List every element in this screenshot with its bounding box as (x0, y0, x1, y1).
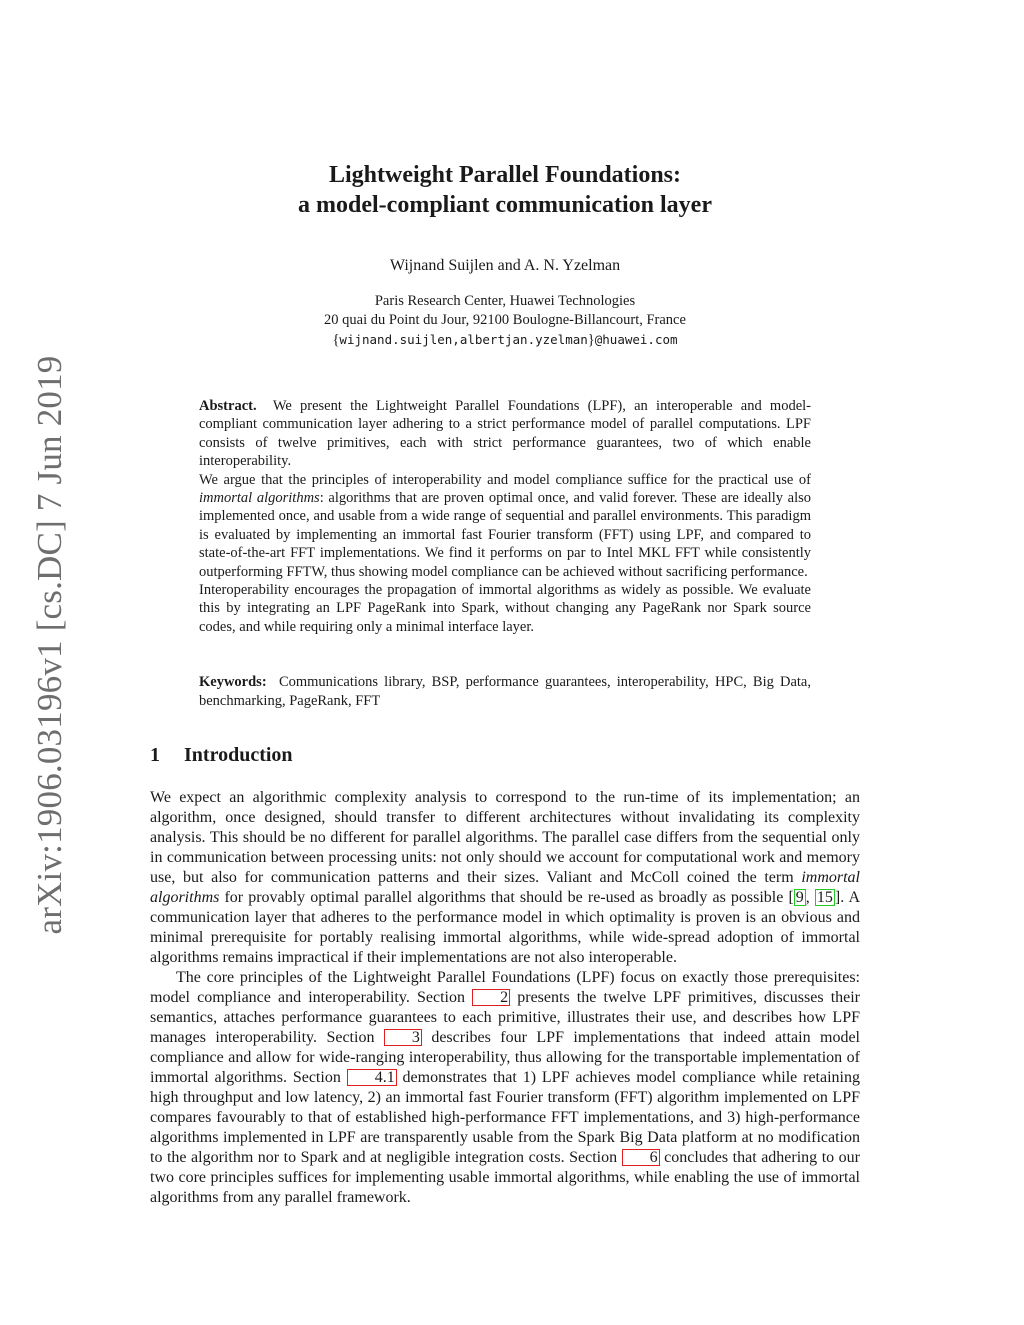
arxiv-stamp (10, 355, 90, 935)
email-line (150, 330, 860, 350)
email-brace-open: { (332, 332, 340, 348)
intro-paragraph-1 (150, 788, 860, 968)
intro-p2-text-e: concludes that adhering to our two core principles suffices for implementing usable immortal algorithms, while enabling the use of immortal algorithms from any parallel framework. (150, 1149, 860, 1206)
abstract-label: Abstract. (199, 398, 257, 414)
citation-separator: , (805, 889, 815, 906)
title-line-2: a model-compliant communication layer (298, 192, 712, 218)
intro-p2-text-a: The core principles of the Lightweight Parallel Foundations (LPF) focus on exactly those prerequisites: model compliance and interoperability. Section (150, 969, 860, 1006)
intro-p1-text-a: We expect an algorithmic complexity analysis to correspond to the run-time of its implementation; an algorithm, once designed, should transfer to different architectures without invalidating its complexity analysis. This should be no different for parallel algorithms. The parallel case differs from the sequential only in communication between processing units: not only should we account for computational work and memory use, but also for communication patterns and their sizes. Valiant and McColl coined the term (150, 789, 860, 886)
intro-p2-text-d: demonstrates that 1) LPF achieves model compliance while retaining high throughput and low latency, 2) an immortal fast Fourier transform (FFT) algorithm implemented on LPF compares favourably to that of established high-performance FFT implementations, and 3) high-performance algorithms implemented in LPF are transparently usable from the Spark Big Data platform at no modification to the algorithm nor to Spark and at negligible integration costs. Section (150, 1069, 860, 1166)
authors: Wijnand Suijlen and A. N. Yzelman (389, 257, 621, 274)
abstract-p2-text-a: We argue that the principles of interoperability and model compliance suffice for the practical use of (199, 471, 811, 488)
citation-link[interactable]: 15 (816, 889, 833, 906)
affiliation-line-2: 20 quai du Point du Jour, 92100 Boulogne-Billancourt, France (324, 312, 686, 328)
abstract-p1-text: We present the Lightweight Parallel Foundations (LPF), an interoperable and model-compliant communication layer adhering to a strict performance model of parallel computations. LPF consists of twelve primitives, each with strict performance guarantees, two of which enable interoperability. (199, 398, 812, 470)
keywords-text: Communications library, BSP, performance guarantees, interoperability, HPC, Big Data, benchmarking, PageRank, FFT (199, 674, 811, 709)
keywords-label: Keywords: (199, 674, 267, 690)
introduction-body (150, 788, 860, 1208)
keywords (199, 673, 811, 711)
paper-title (150, 160, 860, 220)
intro-p1-text-c: ]. A communication layer that adheres to the performance model in which optimality is proven is an obvious and minimal prerequisite for portably realising immortal algorithms, while wide-spread adoption of immortal algorithms remains impractical if their implementations are not also interoperable. (150, 889, 861, 966)
abstract-paragraph-2 (199, 471, 811, 581)
section-link[interactable]: 6 (622, 1149, 660, 1166)
intro-p2-text-c: describes four LPF implementations that indeed attain model compliance and allow for wide-ranging interoperability, thus allowing for the transportable implementation of immortal algorithms. Section (150, 1029, 861, 1086)
abstract (199, 397, 811, 636)
affiliation-line-1: Paris Research Center, Huawei Technologies (374, 293, 636, 309)
intro-p2-text-b: presents the twelve LPF primitives, discusses their semantics, attaches performance guarantees to each primitive, illustrates their use, and describes how LPF manages interoperability. Section (150, 989, 861, 1046)
abstract-paragraph-1 (199, 397, 811, 471)
email-names: wijnand.suijlen,albertjan.yzelman (339, 332, 588, 347)
citation-link[interactable]: 9 (795, 889, 804, 906)
section-number: 1 (150, 744, 160, 766)
section-link[interactable]: 2 (472, 989, 510, 1006)
abstract-p2-emphasis: immortal algorithms (199, 490, 320, 507)
email-domain: @huawei.com (594, 332, 678, 347)
arxiv-stamp-text: arXiv:1906.03196v1 [cs.DC] 7 Jun 2019 (30, 355, 69, 935)
intro-p1-text-b: for provably optimal parallel algorithms that should be re-used as broadly as possible [ (219, 889, 794, 906)
abstract-p2-text-b: : algorithms that are proven optimal once, and valid forever. These are ideally also implemented once, and usable from a wide range of sequential and parallel environments. This paradigm is evaluated by implementing an immortal fast Fourier transform (FFT) using LPF, and compared to state-of-the-art FFT implementations. We find it performs on par to Intel MKL FFT while consistently outperforming FFTW, thus showing model compliance can be achieved without sacrificing performance. (199, 490, 812, 580)
intro-paragraph-2 (150, 968, 860, 1208)
intro-p1-emphasis: immortal algorithms (150, 869, 860, 906)
section-link[interactable]: 3 (384, 1029, 422, 1046)
title-line-1: Lightweight Parallel Foundations: (328, 162, 682, 188)
abstract-paragraph-3: Interoperability encourages the propagation of immortal algorithms as widely as possible. We evaluate this by integrating an LPF PageRank into Spark, without changing any PageRank nor Spark source codes, and while requiring only a minimal interface layer. (199, 582, 811, 635)
section-title: Introduction (184, 744, 293, 766)
section-heading (150, 744, 293, 767)
affiliation (150, 292, 860, 350)
email-brace-close: } (587, 332, 595, 348)
section-link[interactable]: 4.1 (347, 1069, 397, 1086)
